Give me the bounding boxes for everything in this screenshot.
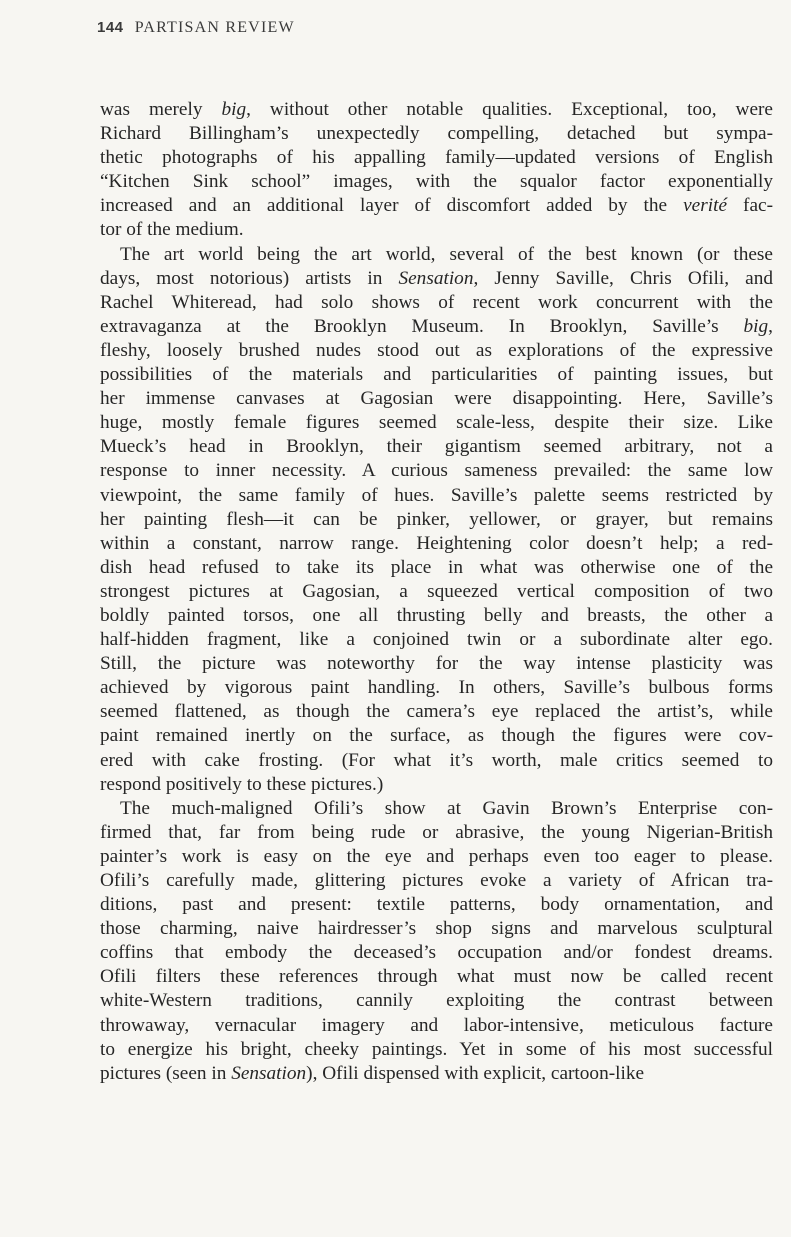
text-line: extravaganza at the Brooklyn Museum. In Brooklyn, Saville’s big, [100,315,773,337]
text-line: tor of the medium. [100,219,244,241]
text-line: respond positively to these pictures.) [100,773,384,795]
text-line: thetic photographs of his appalling family—updated versions of English [100,147,773,169]
text-line: her painting flesh—it can be pinker, yellower, or grayer, but remains [100,508,773,530]
text-line: throwaway, vernacular imagery and labor-intensive, meticulous facture [100,1014,773,1036]
text-line: half-hidden fragment, like a conjoined twin or a subordinate alter ego. [100,629,773,651]
paragraph-1 [100,98,773,243]
text-line: days, most notorious) artists in Sensation, Jenny Saville, Chris Ofili, and [100,267,773,289]
running-head [97,19,295,37]
text-line: dish head refused to take its place in what was otherwise one of the [100,556,773,578]
text-line: those charming, naive hairdresser’s shop signs and marvelous sculptural [100,918,773,940]
text-line: The art world being the art world, several of the best known (or these [120,243,773,265]
text-line: Still, the picture was noteworthy for the way intense plasticity was [100,653,773,675]
text-line: Rachel Whiteread, had solo shows of recent work concurrent with the [100,291,773,313]
text-line: paint remained inertly on the surface, as though the figures were cov- [100,725,773,747]
text-line: response to inner necessity. A curious sameness prevailed: the same low [100,460,773,482]
text-line: possibilities of the materials and particularities of painting issues, but [100,364,773,386]
text-line: seemed flattened, as though the camera’s eye replaced the artist’s, while [100,701,773,723]
page-number: 144 [97,19,124,36]
paragraph-3 [100,797,773,1086]
text-line: to energize his bright, cheeky paintings. Yet in some of his most successful [100,1038,773,1060]
text-line: ered with cake frosting. (For what it’s worth, male critics seemed to [100,749,773,771]
paragraph-2 [100,243,773,797]
text-line: white-Western traditions, cannily exploiting the contrast between [100,990,773,1012]
text-line: The much-maligned Ofili’s show at Gavin Brown’s Enterprise con- [120,797,773,819]
text-line: within a constant, narrow range. Heightening color doesn’t help; a red- [100,532,773,554]
text-line: strongest pictures at Gagosian, a squeezed vertical composition of two [100,580,773,602]
text-line: achieved by vigorous paint handling. In others, Saville’s bulbous forms [100,677,773,699]
text-line: boldly painted torsos, one all thrusting belly and breasts, the other a [100,604,773,626]
text-line: her immense canvases at Gagosian were disappointing. Here, Saville’s [100,388,773,410]
body-text [100,98,773,1086]
text-line: increased and an additional layer of discomfort added by the verité fac- [100,195,773,217]
text-line: fleshy, loosely brushed nudes stood out as explorations of the expressive [100,339,773,361]
text-line: huge, mostly female figures seemed scale-less, despite their size. Like [100,412,773,434]
text-line: Mueck’s head in Brooklyn, their gigantism seemed arbitrary, not a [100,436,773,458]
text-line: Richard Billingham’s unexpectedly compelling, detached but sympa- [100,123,773,145]
journal-title: PARTISAN REVIEW [134,19,295,36]
text-line: pictures (seen in Sensation), Ofili dispensed with explicit, cartoon-like [100,1062,645,1084]
text-line: coffins that embody the deceased’s occupation and/or fondest dreams. [100,942,773,964]
text-line: ditions, past and present: textile patterns, body ornamentation, and [100,894,773,916]
text-line: firmed that, far from being rude or abrasive, the young Nigerian-British [100,821,773,843]
text-line: viewpoint, the same family of hues. Saville’s palette seems restricted by [100,484,773,506]
text-line: Ofili filters these references through what must now be called recent [100,966,773,988]
text-line: “Kitchen Sink school” images, with the squalor factor exponentially [100,171,773,193]
text-line: Ofili’s carefully made, glittering pictures evoke a variety of African tra- [100,870,773,891]
text-line: painter’s work is easy on the eye and perhaps even too eager to please. [100,845,773,867]
text-line: was merely big, without other notable qualities. Exceptional, too, were [100,99,773,120]
